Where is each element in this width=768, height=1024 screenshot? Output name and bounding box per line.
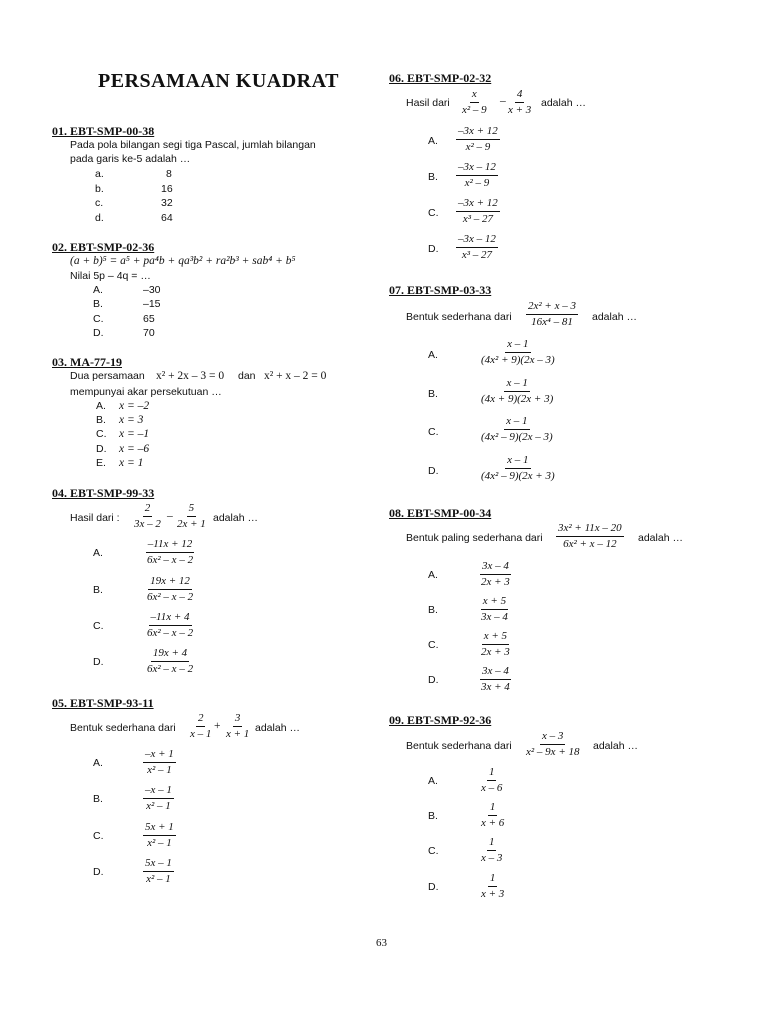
question-07-option-c-label: C. — [428, 426, 439, 438]
denominator: 2x + 1 — [177, 518, 206, 530]
numerator: x – 1 — [504, 377, 529, 392]
question-03-text-line2: mempunyai akar persekutuan … — [70, 386, 222, 398]
question-06-option-c-fraction — [456, 197, 500, 226]
numerator: 3x² + 11x – 20 — [556, 522, 624, 537]
numerator: 1 — [487, 766, 497, 781]
question-07-option-b-label: B. — [428, 388, 438, 400]
question-02-option-d-value: 70 — [143, 327, 155, 339]
question-06-option-c-label: C. — [428, 207, 439, 219]
question-04-option-d-label: D. — [93, 656, 104, 668]
numerator: 2x² + x – 3 — [526, 300, 578, 315]
numerator: –3x + 12 — [456, 197, 500, 212]
question-09-option-d-fraction — [479, 872, 506, 901]
question-03-option-b-value: x = 3 — [119, 414, 144, 426]
denominator: x + 3 — [508, 104, 532, 116]
question-02-option-a-value: –30 — [143, 284, 161, 296]
question-06-fraction-2 — [506, 88, 533, 117]
question-05-suffix: adalah … — [255, 722, 300, 734]
question-03-dan: dan — [238, 370, 256, 382]
denominator: 6x² – x – 2 — [147, 663, 194, 675]
question-09-option-b-label: B. — [428, 810, 438, 822]
question-04-fraction-2 — [175, 502, 208, 531]
question-09-fraction — [524, 730, 582, 759]
question-08-prefix: Bentuk paling sederhana dari — [406, 532, 543, 544]
question-08-option-b-label: B. — [428, 604, 438, 616]
numerator: 19x + 12 — [148, 575, 192, 590]
question-07-prefix: Bentuk sederhana dari — [406, 311, 512, 323]
question-09-heading: 09. EBT-SMP-92-36 — [389, 713, 492, 727]
question-03-option-c-value: x = –1 — [119, 428, 150, 440]
numerator: –3x – 12 — [456, 161, 498, 176]
denominator: (4x² – 9)(2x – 3) — [481, 431, 553, 443]
denominator: x² – 1 — [146, 873, 171, 885]
question-03-option-c-label: C. — [96, 428, 107, 440]
question-07-option-d-label: D. — [428, 465, 439, 477]
question-03-option-b-label: B. — [96, 414, 106, 426]
question-05-option-b-fraction — [143, 784, 174, 813]
question-09-option-c-fraction — [479, 836, 504, 865]
question-07-option-d-fraction — [479, 454, 557, 483]
denominator: 2x + 3 — [481, 646, 510, 658]
denominator: 6x² – x – 2 — [147, 627, 194, 639]
denominator: (4x + 9)(2x + 3) — [481, 393, 554, 405]
question-03-option-d-value: x = –6 — [119, 443, 150, 455]
question-08-option-c-fraction — [479, 630, 512, 659]
question-01-option-b-value: 16 — [161, 183, 173, 195]
question-05-option-a-label: A. — [93, 757, 103, 769]
question-04-option-b-label: B. — [93, 584, 103, 596]
question-04-option-c-label: C. — [93, 620, 104, 632]
numerator: –11x + 12 — [146, 538, 195, 553]
denominator: x³ – 27 — [462, 213, 493, 225]
question-08-heading: 08. EBT-SMP-00-34 — [389, 506, 492, 520]
denominator: 16x⁴ – 81 — [531, 316, 573, 328]
question-04-operator: – — [167, 510, 173, 522]
question-06-option-a-fraction — [456, 125, 500, 154]
question-01-option-d-label: d. — [95, 212, 104, 224]
question-04-option-a-fraction — [145, 538, 195, 567]
numerator: –3x – 12 — [456, 233, 498, 248]
denominator: x² – 9x + 18 — [526, 746, 580, 758]
numerator: –11x + 4 — [149, 611, 192, 626]
question-09-option-c-label: C. — [428, 845, 439, 857]
question-01-text-line1: Pada pola bilangan segi tiga Pascal, jumlah bilangan — [70, 139, 316, 151]
question-07-suffix: adalah … — [592, 311, 637, 323]
denominator: x² – 9 — [464, 177, 490, 189]
question-05-prefix: Bentuk sederhana dari — [70, 722, 176, 734]
question-05-option-c-label: C. — [93, 830, 104, 842]
numerator: –x – 1 — [143, 784, 174, 799]
question-03-option-e-label: E. — [96, 457, 106, 469]
numerator: 5 — [187, 502, 197, 517]
question-03-equation-1: x² + 2x – 3 = 0 — [156, 370, 225, 382]
question-01-option-c-label: c. — [95, 197, 104, 209]
question-07-option-b-fraction — [479, 377, 555, 406]
question-05-option-c-fraction — [143, 821, 176, 850]
question-06-heading: 06. EBT-SMP-02-32 — [389, 71, 492, 85]
question-06-suffix: adalah … — [541, 97, 586, 109]
question-02-option-c-label: C. — [93, 313, 104, 325]
denominator: x² – 9 — [465, 141, 491, 153]
denominator: (4x² + 9)(2x – 3) — [481, 354, 555, 366]
denominator: x² – 1 — [146, 800, 171, 812]
question-01-option-c-value: 32 — [161, 197, 173, 209]
question-03-text-line1: Dua persamaan — [70, 370, 145, 382]
question-03-heading: 03. MA-77-19 — [52, 355, 122, 369]
question-08-option-a-fraction — [479, 560, 512, 589]
question-07-heading: 07. EBT-SMP-03-33 — [389, 283, 492, 297]
numerator: 3x – 4 — [480, 665, 511, 680]
question-09-option-b-fraction — [479, 801, 506, 830]
numerator: 1 — [488, 801, 498, 816]
question-02-heading: 02. EBT-SMP-02-36 — [52, 240, 155, 254]
numerator: 4 — [515, 88, 525, 103]
denominator: x² – 9 — [462, 104, 487, 116]
denominator: x – 6 — [481, 782, 503, 794]
question-05-option-b-label: B. — [93, 793, 103, 805]
question-01-option-a-value: 8 — [166, 168, 172, 180]
numerator: x – 1 — [505, 454, 530, 469]
question-07-option-c-fraction — [479, 415, 555, 444]
numerator: 1 — [488, 872, 498, 887]
question-09-prefix: Bentuk sederhana dari — [406, 740, 512, 752]
question-09-option-a-label: A. — [428, 775, 438, 787]
numerator: x – 1 — [504, 415, 529, 430]
question-02-option-c-value: 65 — [143, 313, 155, 325]
question-09-option-a-fraction — [479, 766, 504, 795]
numerator: –3x + 12 — [456, 125, 500, 140]
denominator: 3x + 4 — [481, 681, 510, 693]
numerator: 5x – 1 — [143, 857, 174, 872]
denominator: 2x + 3 — [481, 576, 510, 588]
question-06-fraction-1 — [460, 88, 489, 117]
denominator: x + 6 — [481, 817, 505, 829]
numerator: 1 — [487, 836, 497, 851]
question-05-option-a-fraction — [143, 748, 176, 777]
question-08-option-c-label: C. — [428, 639, 439, 651]
question-05-option-d-fraction — [143, 857, 174, 886]
question-08-fraction — [556, 522, 624, 551]
question-06-option-a-label: A. — [428, 135, 438, 147]
denominator: 6x² – x – 2 — [147, 554, 194, 566]
question-04-fraction-1 — [132, 502, 163, 531]
question-09-suffix: adalah … — [593, 740, 638, 752]
numerator: 3 — [233, 712, 243, 727]
question-07-option-a-label: A. — [428, 349, 438, 361]
question-06-option-b-label: B. — [428, 171, 438, 183]
question-06-option-d-label: D. — [428, 243, 439, 255]
numerator: x + 5 — [481, 595, 508, 610]
question-02-text-line2: Nilai 5p – 4q = … — [70, 270, 151, 282]
question-06-option-d-fraction — [456, 233, 498, 262]
question-03-equation-2: x² + x – 2 = 0 — [264, 370, 327, 382]
question-05-heading: 05. EBT-SMP-93-11 — [52, 696, 154, 710]
question-02-formula: (a + b)⁵ = a⁵ + pa⁴b + qa³b² + ra²b³ + sab⁴ + b⁵ — [70, 255, 296, 267]
question-06-option-b-fraction — [456, 161, 498, 190]
page-number: 63 — [376, 937, 387, 949]
numerator: 5x + 1 — [143, 821, 176, 836]
question-01-heading: 01. EBT-SMP-00-38 — [52, 124, 155, 138]
denominator: x – 1 — [190, 728, 212, 740]
denominator: x³ – 27 — [461, 249, 493, 261]
denominator: 3x – 2 — [134, 518, 161, 530]
question-04-prefix: Hasil dari : — [70, 512, 120, 524]
question-07-option-a-fraction — [479, 338, 557, 367]
denominator: x² – 1 — [147, 764, 172, 776]
denominator: x² – 1 — [147, 837, 172, 849]
question-06-prefix: Hasil dari — [406, 97, 450, 109]
question-04-suffix: adalah … — [213, 512, 258, 524]
denominator: x + 1 — [226, 728, 250, 740]
question-03-option-a-value: x = –2 — [119, 400, 150, 412]
question-08-option-b-fraction — [479, 595, 510, 624]
question-08-option-d-fraction — [479, 665, 512, 694]
question-04-option-d-fraction — [145, 647, 195, 676]
numerator: x – 3 — [540, 730, 565, 745]
question-03-option-e-value: x = 1 — [119, 457, 144, 469]
question-08-suffix: adalah … — [638, 532, 683, 544]
denominator: x + 3 — [481, 888, 505, 900]
question-08-option-d-label: D. — [428, 674, 439, 686]
question-04-option-a-label: A. — [93, 547, 103, 559]
denominator: (4x² – 9)(2x + 3) — [481, 470, 555, 482]
question-04-heading: 04. EBT-SMP-99-33 — [52, 486, 155, 500]
numerator: 2 — [143, 502, 153, 517]
question-01-option-d-value: 64 — [161, 212, 173, 224]
question-04-option-c-fraction — [145, 611, 195, 640]
question-06-operator: – — [500, 95, 506, 107]
question-01-option-a-label: a. — [95, 168, 104, 180]
question-05-fraction-2 — [224, 712, 251, 741]
numerator: x – 1 — [505, 338, 530, 353]
page-title: PERSAMAAN KUADRAT — [98, 70, 339, 92]
numerator: 2 — [196, 712, 206, 727]
denominator: 6x² + x – 12 — [563, 538, 617, 550]
question-02-option-d-label: D. — [93, 327, 104, 339]
question-02-option-a-label: A. — [93, 284, 103, 296]
question-03-option-d-label: D. — [96, 443, 107, 455]
question-08-option-a-label: A. — [428, 569, 438, 581]
question-09-option-d-label: D. — [428, 881, 439, 893]
question-02-option-b-label: B. — [93, 298, 103, 310]
question-07-fraction — [526, 300, 578, 329]
denominator: 3x – 4 — [481, 611, 508, 623]
question-01-text-line2: pada garis ke-5 adalah … — [70, 153, 191, 165]
numerator: 3x – 4 — [480, 560, 511, 575]
numerator: x — [470, 88, 479, 103]
question-01-option-b-label: b. — [95, 183, 104, 195]
numerator: 19x + 4 — [151, 647, 189, 662]
question-05-operator: + — [214, 720, 221, 732]
denominator: 6x² – x – 2 — [147, 591, 194, 603]
question-05-option-d-label: D. — [93, 866, 104, 878]
question-02-option-b-value: –15 — [143, 298, 161, 310]
question-05-fraction-1 — [188, 712, 213, 741]
question-03-option-a-label: A. — [96, 400, 106, 412]
question-04-option-b-fraction — [145, 575, 195, 604]
denominator: x – 3 — [481, 852, 503, 864]
numerator: –x + 1 — [143, 748, 176, 763]
numerator: x + 5 — [482, 630, 509, 645]
